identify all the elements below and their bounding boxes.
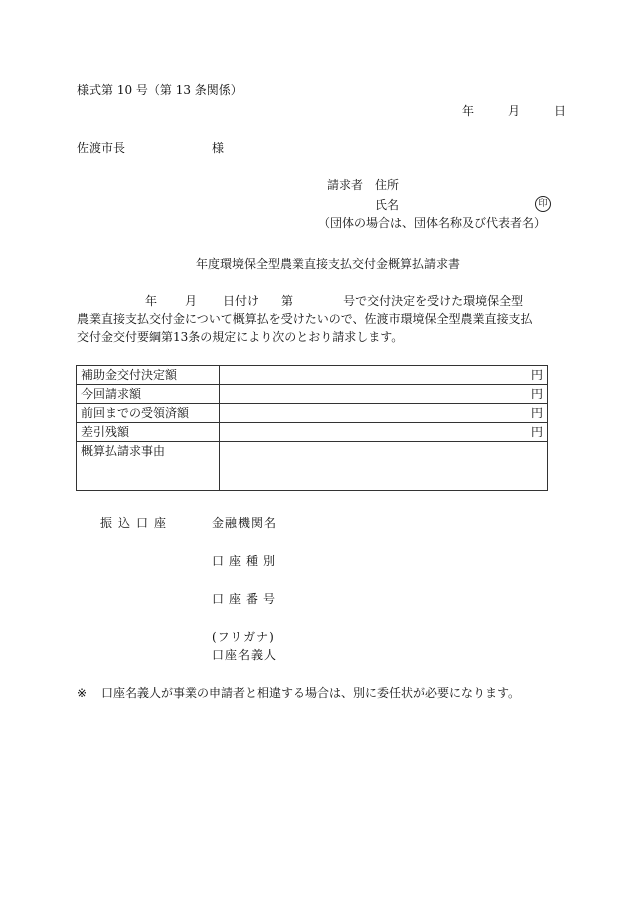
row-label: 概算払請求事由 — [77, 442, 220, 491]
paragraph-line-1 — [77, 292, 552, 310]
furigana-label: (フリガナ) — [212, 630, 275, 644]
footnote-mark: ※ — [77, 686, 88, 700]
table-row — [77, 366, 548, 385]
row-value-cell[interactable]: 円 — [220, 366, 548, 385]
table-row — [77, 442, 548, 491]
organization-note: （団体の場合は、団体名称及び代表者名） — [318, 216, 547, 230]
decision-month: 月 — [185, 294, 198, 308]
row-label: 今回請求額 — [77, 385, 220, 404]
account-number-label: 口座番号 — [212, 592, 281, 606]
table-row — [77, 385, 548, 404]
date-month: 月 — [508, 104, 521, 118]
row-label: 前回までの受領済額 — [77, 404, 220, 423]
bank-institution-label: 金融機関名 — [212, 516, 278, 530]
footnote-text: 口座名義人が事業の申請者と相違する場合は、別に委任状が必要になります。 — [101, 686, 521, 700]
date-line — [462, 103, 566, 119]
seal-mark: 印 — [535, 196, 551, 212]
decision-year: 年 — [145, 294, 158, 308]
request-paragraph — [77, 292, 552, 346]
decision-dated: 日付け — [223, 294, 260, 308]
bank-section-label: 振込口座 — [100, 516, 173, 530]
claimant-label: 請求者 — [327, 178, 364, 192]
row-value-cell[interactable] — [220, 442, 548, 491]
row-value-cell[interactable]: 円 — [220, 385, 548, 404]
table-row — [77, 404, 548, 423]
addressee-name: 佐渡市長 — [77, 141, 126, 155]
claimant-address-label: 住所 — [375, 178, 400, 192]
decision-number-suffix: 号で交付決定を受けた環境保全型 — [343, 294, 524, 308]
document-title: 年度環境保全型農業直接支払交付金概算払請求書 — [196, 257, 461, 271]
row-value-cell[interactable]: 円 — [220, 404, 548, 423]
account-type-label: 口座種別 — [212, 554, 281, 568]
row-value-cell[interactable]: 円 — [220, 423, 548, 442]
date-year: 年 — [462, 104, 475, 118]
addressee-honorific: 様 — [212, 141, 225, 155]
decision-number-prefix: 第 — [281, 294, 294, 308]
row-label: 差引残額 — [77, 423, 220, 442]
form-number: 様式第 10 号（第 13 条関係） — [77, 83, 243, 97]
date-day: 日 — [554, 104, 567, 118]
table-row — [77, 423, 548, 442]
claimant-name-label: 氏名 — [375, 198, 400, 212]
amounts-table — [76, 365, 548, 491]
addressee — [77, 140, 225, 156]
account-holder-label: 口座名義人 — [212, 648, 278, 662]
row-label: 補助金交付決定額 — [77, 366, 220, 385]
paragraph-line-2: 農業直接支払交付金について概算払を受けたいので、佐渡市環境保全型農業直接支払 — [77, 312, 533, 326]
paragraph-line-3: 交付金交付要綱第13条の規定により次のとおり請求します。 — [77, 330, 404, 344]
